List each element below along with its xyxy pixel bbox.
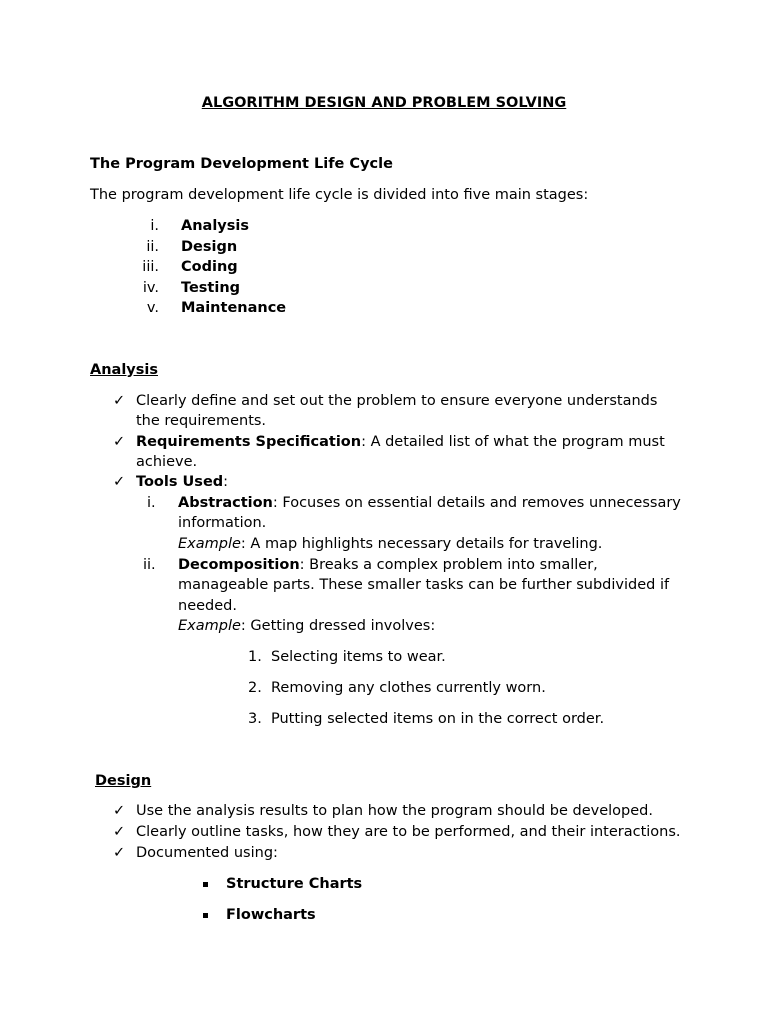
- tool-number: ii.: [143, 557, 156, 573]
- checkmark-icon: ✓: [113, 845, 126, 861]
- example-text: : A map highlights necessary details for traveling.: [240, 536, 603, 552]
- term-label: Abstraction: [178, 495, 273, 511]
- analysis-bullet-text: Clearly define and set out the problem to ensure everyone understands: [136, 393, 658, 409]
- term-definition: : A detailed list of what the program must: [361, 434, 665, 450]
- term-label: Requirements Specification: [136, 434, 362, 450]
- stage-number: ii.: [146, 239, 159, 255]
- term-definition: : Breaks a complex problem into smaller,: [299, 557, 598, 573]
- tool-text: needed.: [178, 598, 237, 614]
- document-title: ALGORITHM DESIGN AND PROBLEM SOLVING: [201, 95, 567, 111]
- checkmark-icon: ✓: [113, 393, 126, 409]
- design-bullet-text: Use the analysis results to plan how the program should be developed.: [136, 803, 653, 819]
- term-label: Tools Used: [136, 474, 224, 490]
- stage-label: Analysis: [181, 218, 249, 234]
- tool-text: information.: [178, 515, 267, 531]
- pdlc-heading: The Program Development Life Cycle: [90, 156, 393, 172]
- stage-label: Coding: [181, 259, 238, 275]
- stage-label: Design: [181, 239, 238, 255]
- stage-label: Testing: [181, 280, 241, 296]
- checkmark-icon: ✓: [113, 824, 126, 840]
- stage-number: v.: [146, 300, 159, 316]
- design-heading: Design: [95, 773, 152, 789]
- stage-number: iii.: [142, 259, 159, 275]
- term-definition: : Focuses on essential details and removes unnecessary: [272, 495, 681, 511]
- term-colon: :: [223, 474, 229, 490]
- tool-number: i.: [147, 495, 156, 511]
- term-label: Decomposition: [178, 557, 300, 573]
- step-text: Removing any clothes currently worn.: [271, 680, 546, 696]
- square-bullet-icon: [203, 874, 208, 895]
- checkmark-icon: ✓: [113, 434, 126, 450]
- checkmark-icon: ✓: [113, 803, 126, 819]
- step-text: Selecting items to wear.: [271, 649, 446, 665]
- tool-text: manageable parts. These smaller tasks can be further subdivided if: [178, 577, 670, 593]
- tool-text: [178, 555, 598, 576]
- step-number: 1.: [248, 649, 262, 665]
- tool-example: [178, 534, 602, 555]
- tool-text: [178, 493, 681, 514]
- step-number: 3.: [248, 711, 262, 727]
- step-number: 2.: [248, 680, 262, 696]
- doc-method: Flowcharts: [226, 907, 316, 923]
- doc-method: Structure Charts: [226, 876, 363, 892]
- analysis-heading: Analysis: [90, 362, 158, 378]
- tool-example: [178, 616, 435, 637]
- design-bullet-text: Documented using:: [136, 845, 278, 861]
- stage-label: Maintenance: [181, 300, 287, 316]
- square-bullet-icon: [203, 905, 208, 926]
- example-text: : Getting dressed involves:: [240, 618, 436, 634]
- analysis-bullet-text: the requirements.: [136, 413, 267, 429]
- analysis-bullet-text: [136, 432, 665, 453]
- analysis-bullet-text: [136, 472, 228, 493]
- pdlc-intro: The program development life cycle is divided into five main stages:: [90, 187, 589, 203]
- checkmark-icon: ✓: [113, 474, 126, 490]
- example-label: Example: [178, 618, 241, 634]
- analysis-bullet-text: achieve.: [136, 454, 198, 470]
- step-text: Putting selected items on in the correct order.: [271, 711, 605, 727]
- design-bullet-text: Clearly outline tasks, how they are to be performed, and their interactions.: [136, 824, 681, 840]
- example-label: Example: [178, 536, 241, 552]
- stage-number: iv.: [142, 280, 159, 296]
- stage-number: i.: [150, 218, 159, 234]
